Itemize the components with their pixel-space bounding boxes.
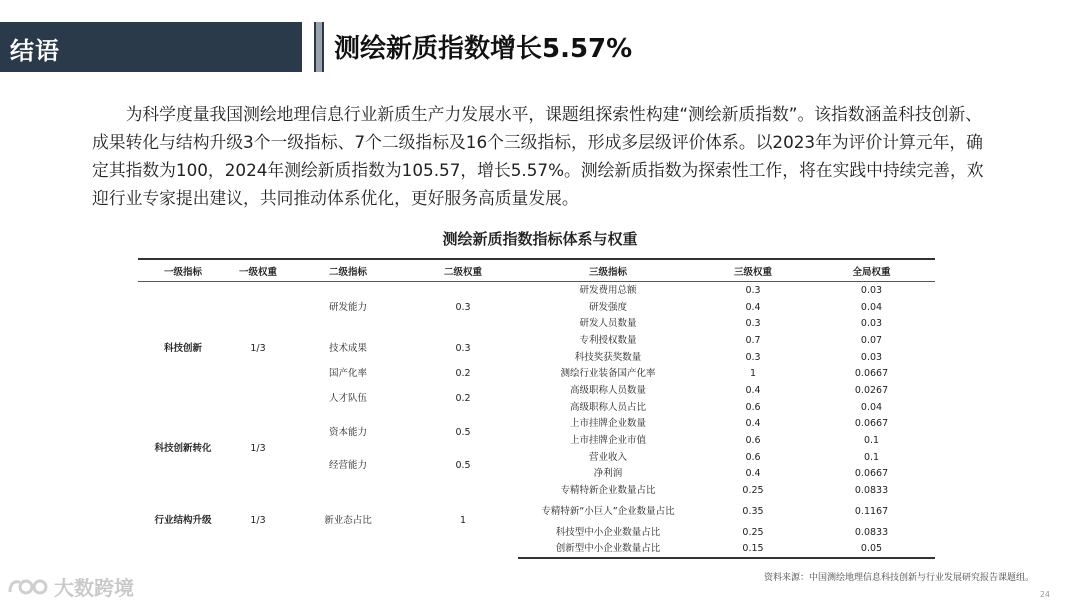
level3-name: 营业收入 [588, 451, 627, 463]
level1-weight: 1/3 [250, 443, 266, 455]
table-header-row [138, 259, 935, 282]
level3-name: 上市挂牌企业市值 [569, 435, 646, 447]
header-cell: 三级指标 [518, 259, 698, 282]
index-weight-table [138, 258, 935, 559]
level3-name: 科技奖获奖数量 [574, 351, 642, 363]
global-weight: 0.03 [860, 351, 883, 363]
level3-weight: 0.6 [745, 435, 761, 447]
level1-name: 科技创新 [163, 343, 202, 355]
level2-name: 研发能力 [328, 301, 367, 313]
global-weight: 0.0833 [854, 526, 889, 538]
level3-name: 测绘行业装备国产化率 [560, 368, 656, 380]
level2-name: 资本能力 [328, 426, 367, 438]
level3-name: 创新型中小企业数量占比 [518, 541, 698, 559]
section-tag [0, 22, 302, 72]
level2-weight: 0.3 [455, 301, 471, 313]
global-weight: 0.04 [860, 301, 883, 313]
level3-weight: 0.25 [742, 526, 764, 538]
level2-weight: 0.2 [455, 393, 471, 405]
summary-paragraph: 为科学度量我国测绘地理信息行业新质生产力发展水平，课题组探索性构建“测绘新质指数”。该指数涵盖科技创新、成果转化与结构升级3个一级指标、7个二级指标及16个三级指标，形成多层级评价体系。以2023年为评价计算元年，确定其指数为100，2024年测绘新质指数为105.57，增长5.57%。测绘新质指数为探索性工作，将在实践中持续完善，欢迎行业专家提出建议，共同推动体系优化，更好服务高质量发展。 [92, 104, 984, 208]
level3-weight: 0.4 [745, 468, 761, 480]
watermark-logo-icon [6, 574, 50, 600]
level3-weight: 1 [749, 368, 757, 380]
header-cell: 全局权重 [808, 259, 935, 282]
level3-weight: 0.4 [745, 418, 761, 430]
global-weight: 0.1 [863, 451, 880, 463]
global-weight: 0.04 [860, 401, 883, 413]
page-number: 24 [1039, 590, 1050, 599]
global-weight: 0.1 [863, 435, 880, 447]
level3-name: 专精特新“小巨人”企业数量占比 [541, 505, 675, 517]
global-weight: 0.1167 [854, 505, 889, 517]
level2-weight: 1 [459, 514, 467, 526]
watermark-text: 大数跨境 [54, 576, 134, 600]
level3-name: 上市挂牌企业数量 [569, 418, 646, 430]
level2-weight: 0.2 [455, 368, 471, 380]
global-weight: 0.03 [860, 318, 883, 330]
level2-name: 经营能力 [328, 460, 367, 472]
level3-weight: 0.6 [745, 401, 761, 413]
level3-name: 净利润 [593, 468, 623, 480]
header-cell: 一级指标 [138, 259, 228, 282]
level3-weight: 0.15 [698, 541, 808, 559]
level1-name: 科技创新转化 [154, 443, 212, 455]
header-cell: 三级权重 [698, 259, 808, 282]
level2-weight: 0.3 [455, 343, 471, 355]
global-weight: 0.05 [808, 541, 935, 559]
level3-weight: 0.4 [745, 301, 761, 313]
level3-weight: 0.7 [745, 334, 761, 346]
header-cell: 二级指标 [288, 259, 408, 282]
level2-name: 新业态占比 [324, 514, 372, 526]
global-weight: 0.0667 [854, 368, 889, 380]
level2-name: 技术成果 [328, 343, 367, 355]
level3-weight: 0.25 [742, 485, 764, 497]
level3-name: 专精特新企业数量占比 [560, 485, 656, 497]
level3-weight: 0.3 [745, 351, 761, 363]
level3-name: 研发人员数量 [579, 318, 637, 330]
watermark [6, 572, 134, 601]
global-weight: 0.03 [860, 284, 883, 296]
level3-weight: 0.35 [742, 505, 764, 517]
source-note: 资料来源：中国测绘地理信息科技创新与行业发展研究报告课题组。 [763, 573, 1034, 583]
level2-weight: 0.5 [455, 426, 471, 438]
section-tag-label: 结语 [10, 37, 60, 65]
level1-name: 行业结构升级 [154, 514, 212, 526]
global-weight: 0.0667 [854, 418, 889, 430]
level2-weight: 0.5 [455, 460, 471, 472]
level1-weight: 1/3 [250, 514, 266, 526]
title-accent-bar [314, 22, 324, 72]
level3-weight: 0.6 [745, 451, 761, 463]
global-weight: 0.07 [860, 334, 883, 346]
global-weight: 0.0833 [854, 485, 889, 497]
level1-weight: 1/3 [250, 343, 266, 355]
level3-name: 高级职称人员数量 [569, 384, 646, 396]
level3-weight: 0.3 [745, 318, 761, 330]
table-row [138, 482, 935, 499]
level3-name: 高级职称人员占比 [569, 401, 646, 413]
global-weight: 0.0267 [854, 384, 889, 396]
table-title: 测绘新质指数指标体系与权重 [442, 230, 638, 248]
global-weight: 0.0667 [854, 468, 889, 480]
level3-weight: 0.3 [745, 284, 761, 296]
page-title: 测绘新质指数增长5.57% [334, 34, 633, 64]
level3-name: 研发强度 [588, 301, 627, 313]
header-cell: 二级权重 [408, 259, 518, 282]
level2-name: 人才队伍 [328, 393, 367, 405]
level2-name: 国产化率 [328, 368, 367, 380]
table-row [138, 416, 935, 433]
level3-name: 研发费用总额 [579, 284, 637, 296]
level3-weight: 0.4 [745, 384, 761, 396]
level3-name: 专利授权数量 [579, 334, 637, 346]
table-row [138, 282, 935, 299]
header-cell: 一级权重 [228, 259, 288, 282]
level3-name: 科技型中小企业数量占比 [555, 526, 661, 538]
